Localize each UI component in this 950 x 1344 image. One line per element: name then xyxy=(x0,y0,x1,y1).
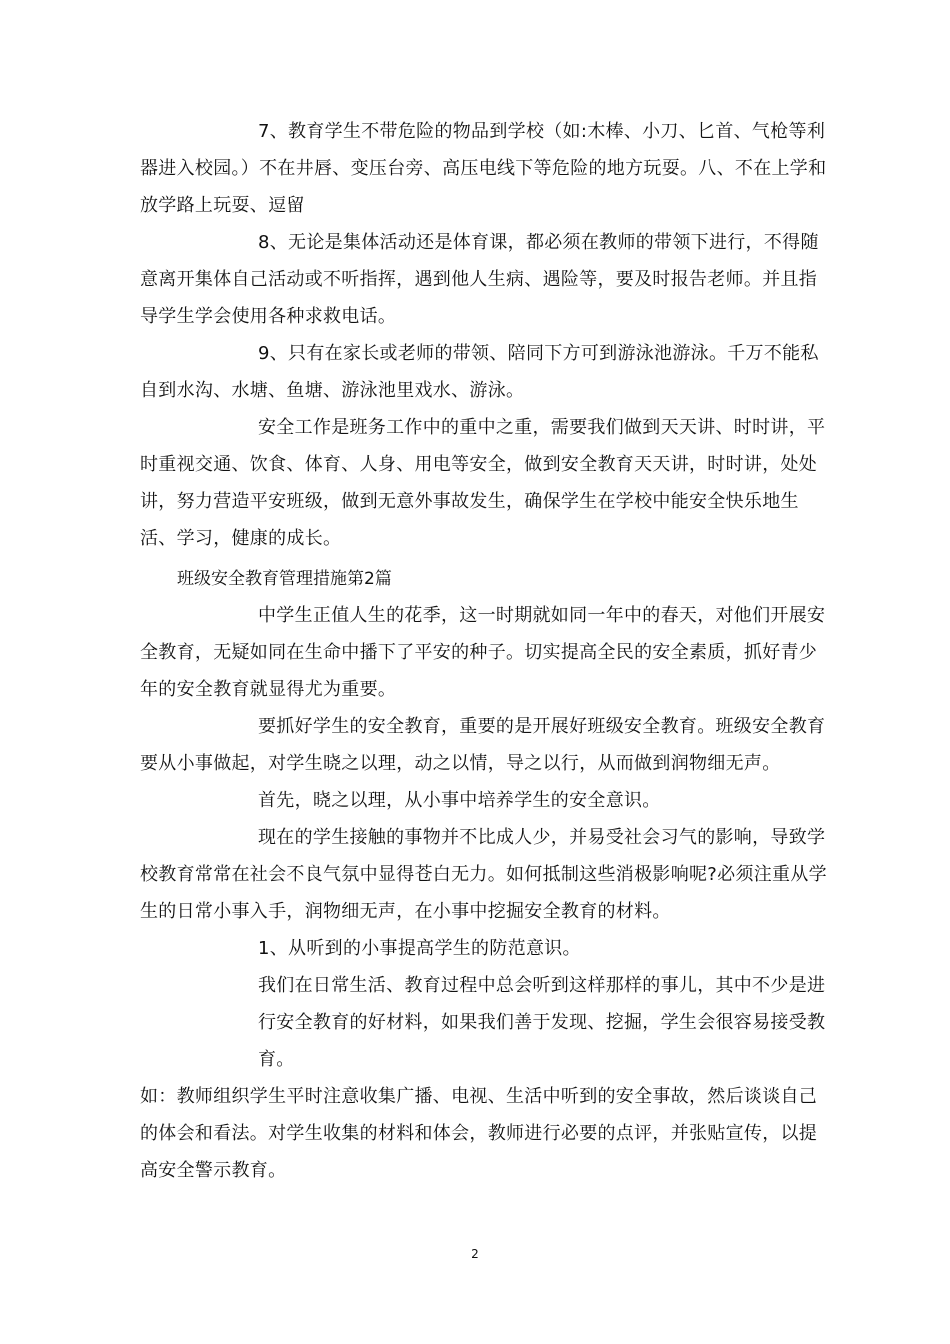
page-number: 2 xyxy=(471,1247,479,1261)
paragraph-item-8: 8、无论是集体活动还是体育课，都必须在教师的带领下进行，不得随意离开集体自己活动或不听指挥，遇到他人生病、遇险等，要及时报告老师。并且指导学生学会使用各种求救电话。 xyxy=(140,232,819,327)
paragraph-example: 如：教师组织学生平时注意收集广播、电视、生活中听到的安全事故，然后谈谈自己的体会和看法。对学生收集的材料和体会，教师进行必要的点评，并张贴宣传，以提高安全警示教育。 xyxy=(140,1086,818,1181)
section-heading: 班级安全教育管理措施第2篇 xyxy=(177,569,392,589)
list-item-body: 我们在日常生活、教育过程中总会听到这样那样的事儿，其中不少是进行安全教育的好材料，如果我们善于发现、挖掘，学生会很容易接受教育。 xyxy=(258,975,826,1070)
paragraph-item-9: 9、只有在家长或老师的带领、陪同下方可到游泳池游泳。千万不能私自到水沟、水塘、鱼塘、游泳池里戏水、游泳。 xyxy=(140,343,819,401)
paragraph-first-point: 首先，晓之以理，从小事中培养学生的安全意识。 xyxy=(258,790,661,811)
paragraph-intro: 中学生正值人生的花季，这一时期就如同一年中的春天，对他们开展安全教育，无疑如同在生命中播下了平安的种子。切实提高全民的安全素质，抓好青少年的安全教育就显得尤为重要。 xyxy=(140,605,826,700)
list-item-title: 1、从听到的小事提高学生的防范意识。 xyxy=(258,938,581,959)
paragraph-summary: 安全工作是班务工作中的重中之重，需要我们做到天天讲、时时讲，平时重视交通、饮食、体育、人身、用电等安全，做到安全教育天天讲，时时讲，处处讲，努力营造平安班级，做到无意外事故发生，确保学生在学校中能安全快乐地生活、学习，健康的成长。 xyxy=(140,417,826,549)
paragraph-social-influence: 现在的学生接触的事物并不比成人少，并易受社会习气的影响，导致学校教育常常在社会不良气氛中显得苍白无力。如何抵制这些消极影响呢?必须注重从学生的日常小事入手，润物细无声，在小事中挖掘安全教育的材料。 xyxy=(140,827,827,922)
paragraph-item-7: 7、教育学生不带危险的物品到学校（如:木棒、小刀、匕首、气枪等利器进入校园。）不在井唇、变压台旁、高压电线下等危险的地方玩耍。八、不在上学和放学路上玩耍、逗留 xyxy=(140,121,827,216)
paragraph-class-education: 要抓好学生的安全教育，重要的是开展好班级安全教育。班级安全教育要从小事做起，对学生晓之以理，动之以情，导之以行，从而做到润物细无声。 xyxy=(140,716,826,774)
